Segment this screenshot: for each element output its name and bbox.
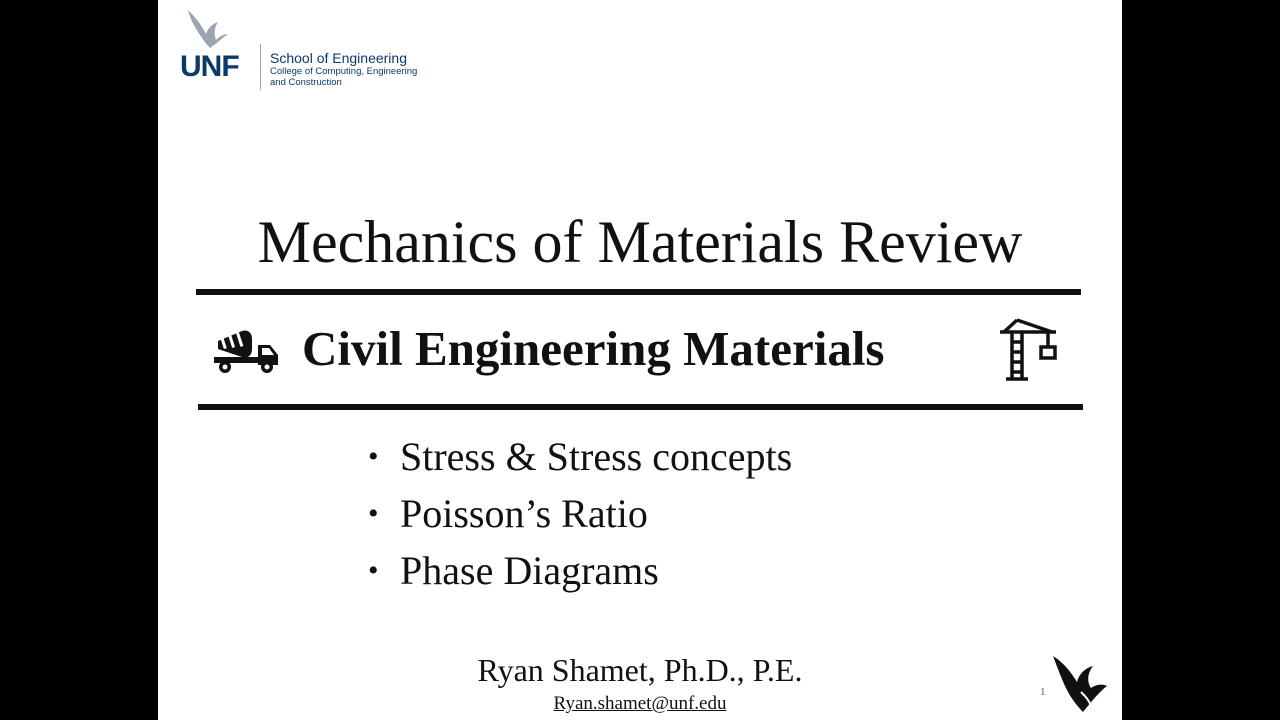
- osprey-icon: [186, 8, 230, 52]
- subtitle-row: [212, 318, 1062, 384]
- list-item-text: Stress & Stress concepts: [400, 434, 793, 479]
- author-email: [158, 692, 1122, 716]
- title-divider-top: [196, 289, 1081, 295]
- crane-icon: [998, 318, 1060, 382]
- slide-subtitle: Civil Engineering Materials: [302, 321, 885, 376]
- list-item: [368, 428, 792, 485]
- slide-title: Mechanics of Materials Review: [257, 209, 1023, 275]
- bullet-glyph: •: [368, 554, 379, 587]
- logo-college: College of Computing, Engineering and Construction: [270, 66, 418, 88]
- logo-wordmark: UNF: [180, 50, 239, 83]
- slide-number: 1: [1040, 686, 1046, 698]
- cement-truck-icon: [212, 327, 280, 375]
- logo-divider: [260, 44, 261, 90]
- list-item: [368, 542, 792, 599]
- unf-logo: [180, 8, 420, 98]
- list-item-text: Poisson’s Ratio: [400, 491, 648, 536]
- bullet-glyph: •: [368, 497, 379, 530]
- title-divider-bottom: [198, 404, 1083, 410]
- author-name: Ryan Shamet, Ph.D., P.E.: [477, 652, 803, 688]
- logo-school: School of Engineering: [270, 50, 407, 66]
- list-item: [368, 485, 792, 542]
- bullet-glyph: •: [368, 440, 379, 473]
- osprey-icon: [1051, 652, 1109, 714]
- list-item-text: Phase Diagrams: [400, 548, 659, 593]
- email-link[interactable]: Ryan.shamet@unf.edu: [553, 693, 727, 714]
- topic-list: [368, 428, 792, 599]
- slide: [158, 0, 1122, 720]
- logo-text: [270, 50, 420, 88]
